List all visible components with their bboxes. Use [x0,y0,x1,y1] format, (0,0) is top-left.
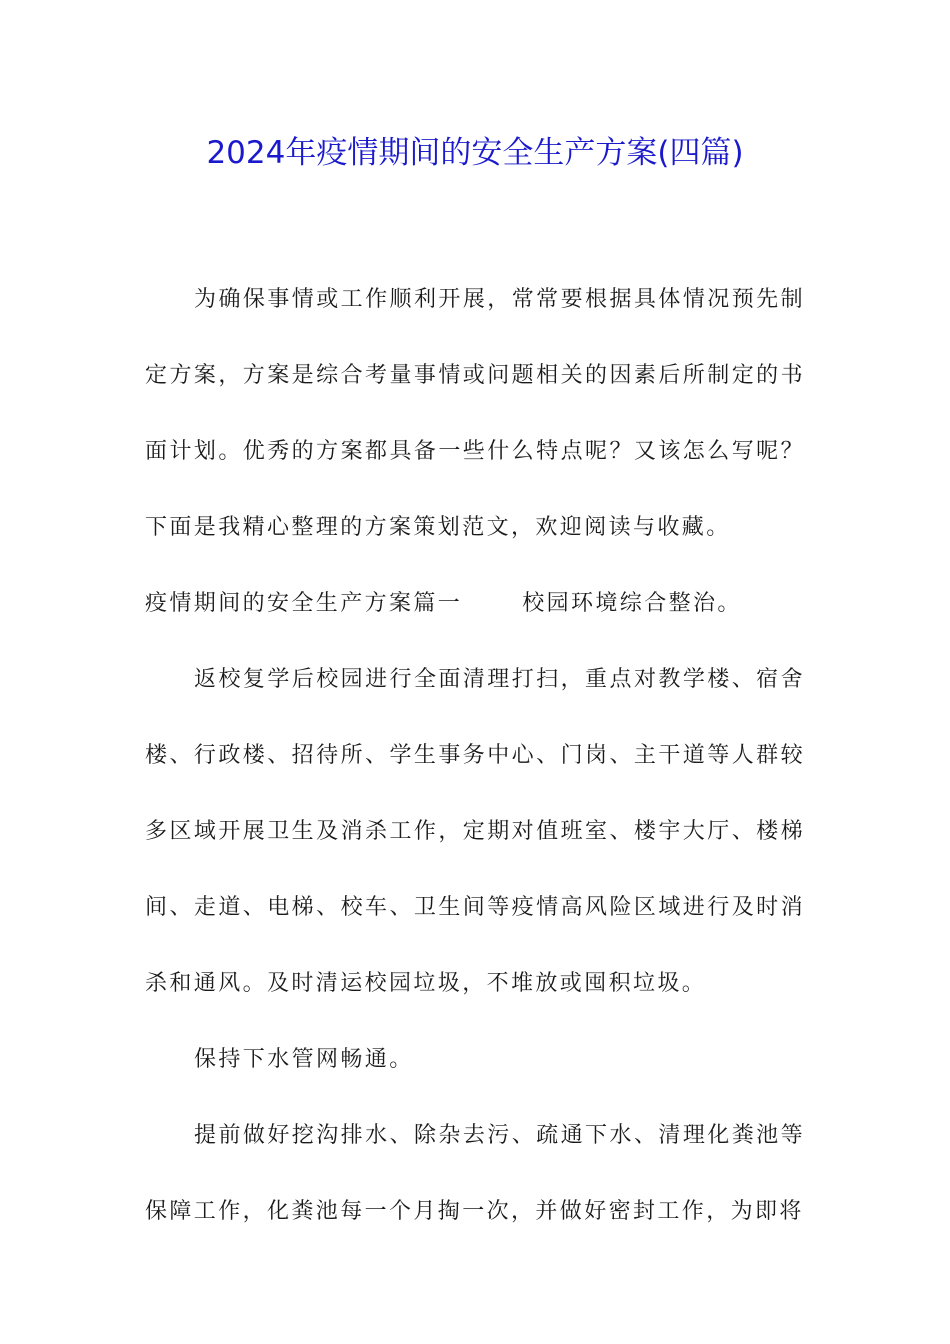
body-paragraph: 提前做好挖沟排水、除杂去污、疏通下水、清理化粪池等保障工作，化粪池每一个月掏一次，并做好密封工作，为即将 [145,1123,805,1224]
body-paragraph: 返校复学后校园进行全面清理打扫，重点对教学楼、宿舍楼、行政楼、招待所、学生事务中心、门岗、主干道等人群较多区域开展卫生及消杀工作，定期对值班室、楼宇大厅、楼梯间、走道、电梯、校车、卫生间等疫情高风险区域进行及时消杀和通风。及时清运校园垃圾，不堆放或囤积垃圾。 [145,667,805,996]
section-heading-line [145,566,805,642]
section-subheading: 校园环境综合整治。 [522,591,742,616]
intro-paragraph: 为确保事情或工作顺利开展，常常要根据具体情况预先制定方案，方案是综合考量事情或问题相关的因素后所制定的书面计划。优秀的方案都具备一些什么特点呢？又该怎么写呢？下面是我精心整理的方案策划范文，欢迎阅读与收藏。 [145,287,805,540]
document-title: 2024年疫情期间的安全生产方案(四篇) [206,135,744,171]
body-paragraph: 保持下水管网畅通。 [194,1047,414,1072]
document-body [145,262,805,1250]
section-heading: 疫情期间的安全生产方案篇一 [145,591,463,616]
